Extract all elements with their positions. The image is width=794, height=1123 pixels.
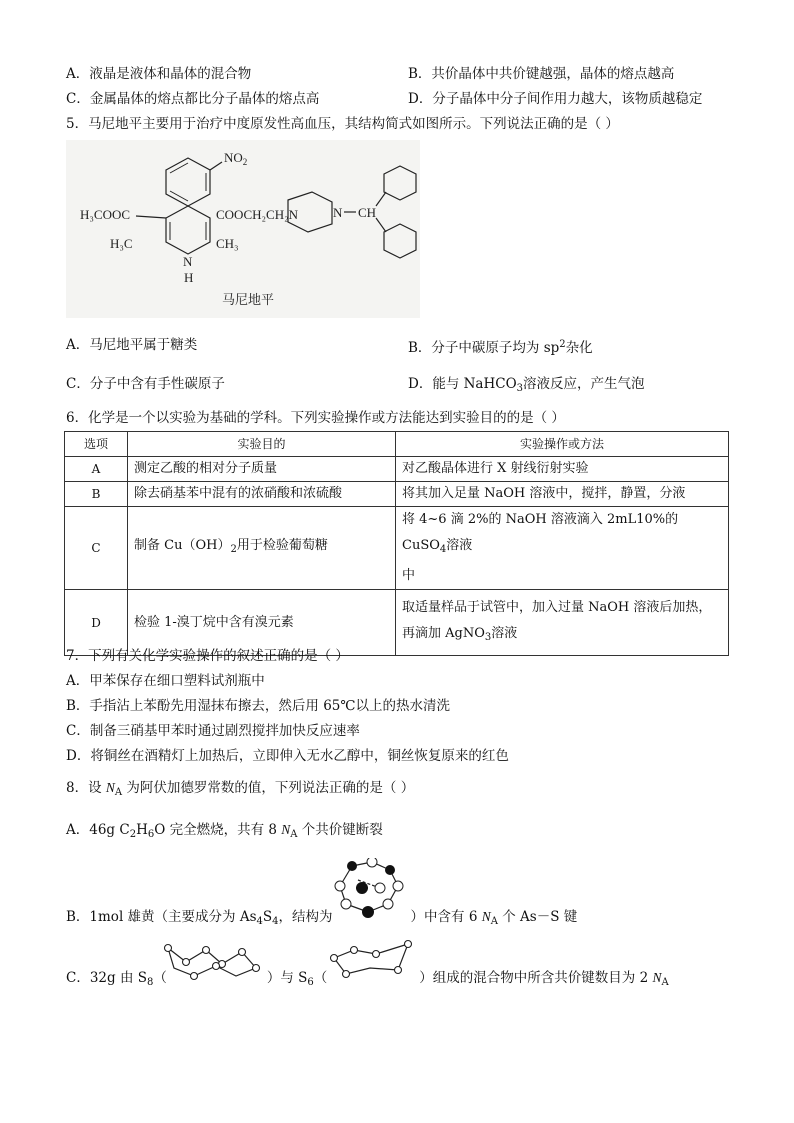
manidipine-structure-figure	[66, 140, 420, 318]
q5-option-a: A．马尼地平属于糖类	[66, 337, 198, 353]
dihydropyridine-ring	[166, 206, 210, 254]
s6-ring-structure-icon	[324, 938, 416, 980]
phenyl-ring-bottom	[384, 224, 416, 258]
q8-option-c: C．32g 由 $S_8$（ ）与 $S_6$（ ）组成的混合物中所含共价键数目为 2 $N_A$	[66, 970, 669, 988]
q8-option-b: B．1mol 雄黄（主要成分为 $As_4S_4$，结构为 ）中含有 6 $N_A$ 个 As－S 键	[66, 909, 578, 927]
row-c-method: 将 4~6 滴 2%的 NaOH 溶液滴入 2mL10%的 CuSO$_4$溶液 中	[396, 507, 729, 590]
q7-option-d: D．将铜丝在酒精灯上加热后，立即伸入无水乙醇中，铜丝恢复原来的红色	[66, 748, 509, 764]
ch-label: CH	[358, 205, 377, 220]
left-methyl-label: H₃C	[110, 236, 133, 251]
q5-option-d: D．能与 NaHCO$_3$溶液反应，产生气泡	[408, 376, 645, 394]
row-d-option: D	[65, 590, 128, 656]
header-method: 实验操作或方法	[396, 432, 729, 457]
q5-option-c: C．分子中含有手性碳原子	[66, 376, 225, 392]
q6-stem: 6．化学是一个以实验为基础的学科。下列实验操作或方法能达到实验目的的是（ ）	[66, 410, 565, 426]
q8-stem: 8．设 $N_A$ 为阿伏加德罗常数的值，下列说法正确的是（ ）	[66, 780, 415, 798]
nitrophenyl-ring	[166, 158, 210, 206]
row-c-option: C	[65, 507, 128, 590]
row-a-option: A	[65, 457, 128, 482]
q7-option-c: C．制备三硝基甲苯时通过剧烈搅拌加快反应速率	[66, 723, 360, 739]
nh-h-label: H	[184, 270, 194, 285]
q4-option-b: B．共价晶体中共价键越强，晶体的熔点越高	[408, 66, 675, 82]
right-ester-label: COOCH₂CH₂N	[216, 207, 299, 222]
q4-option-c: C．金属晶体的熔点都比分子晶体的熔点高	[66, 91, 320, 107]
row-c-goal: 制备 $Cu(OH)_2$用于检验葡萄糖	[128, 507, 396, 590]
left-ester-label: H₃COOC	[80, 207, 131, 222]
row-b-option: B	[65, 482, 128, 507]
q5-option-b: B．分子中碳原子均为 $sp^2$杂化	[408, 339, 593, 356]
row-a-goal: 测定乙酸的相对分子质量	[128, 457, 396, 482]
header-goal: 实验目的	[128, 432, 396, 457]
row-b-method: 将其加入足量 NaOH 溶液中，搅拌，静置，分液	[396, 482, 729, 507]
q4-option-a: A．液晶是液体和晶体的混合物	[66, 66, 252, 82]
right-methyl-label: CH₃	[216, 236, 239, 251]
q7-option-a: A．甲苯保存在细口塑料试剂瓶中	[66, 673, 265, 689]
experiment-table	[64, 431, 729, 656]
q7-option-b: B．手指沾上苯酚先用湿抹布擦去，然后用 65℃以上的热水清洗	[66, 698, 450, 714]
header-option: 选项	[65, 432, 128, 457]
table-row	[65, 482, 729, 507]
phenyl-ring-top	[384, 166, 416, 200]
as4s4-structure-icon	[332, 858, 410, 920]
row-d-goal: 检验 1-溴丁烷中含有溴元素	[128, 590, 396, 656]
nh-n-label: N	[183, 254, 193, 269]
q4-option-d: D．分子晶体中分子间作用力越大，该物质越稳定	[408, 91, 703, 107]
q8-option-a: A．46g $C_2H_6O$ 完全燃烧，共有 8 $N_A$ 个共价键断裂	[66, 822, 383, 840]
table-row	[65, 457, 729, 482]
table-header-row	[65, 432, 729, 457]
figure-caption: 马尼地平	[222, 292, 275, 307]
q5-stem: 5．马尼地平主要用于治疗中度原发性高血压，其结构简式如图所示。下列说法正确的是（ ）	[66, 116, 619, 132]
row-a-method: 对乙酸晶体进行 X 射线衍射实验	[396, 457, 729, 482]
piperazine-n-label: N	[333, 205, 343, 220]
row-d-method: 取适量样品于试管中，加入过量 NaOH 溶液后加热， 再滴加 AgNO$_3$溶液	[396, 590, 729, 656]
table-row	[65, 507, 729, 590]
s8-ring-structure-icon	[160, 938, 264, 984]
q7-stem: 7．下列有关化学实验操作的叙述正确的是（ ）	[66, 648, 349, 664]
no2-group-label: $NO_2$	[224, 150, 248, 167]
row-b-goal: 除去硝基苯中混有的浓硝酸和浓硫酸	[128, 482, 396, 507]
